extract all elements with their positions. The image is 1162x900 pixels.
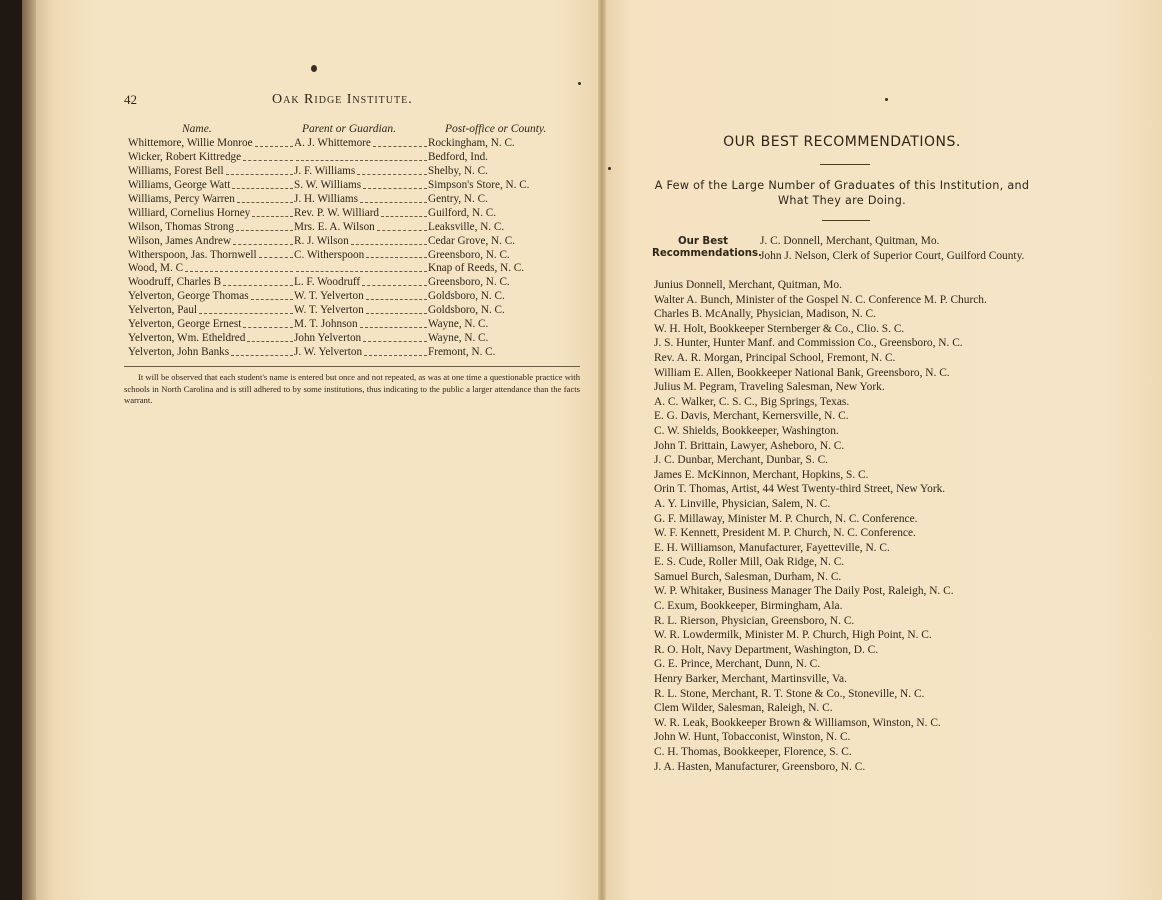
student-name-text: Wilson, James Andrew xyxy=(128,234,232,247)
post-office-text: Leaksville, N. C. xyxy=(428,220,505,233)
dotted-leader xyxy=(259,249,293,259)
post-office-cell xyxy=(428,137,573,151)
student-name-cell xyxy=(128,151,294,165)
dotted-leader xyxy=(296,151,427,161)
dotted-leader xyxy=(377,221,427,231)
recommendation-entry: E. S. Cude, Roller Mill, Oak Ridge, N. C. xyxy=(654,556,845,569)
column-header-post: Post-office or County. xyxy=(445,123,547,135)
recommendation-entry: W. R. Leak, Bookkeeper Brown & Williamson, Winston, N. C. xyxy=(654,716,941,729)
recommendation-entry: E. G. Davis, Merchant, Kernersville, N. C. xyxy=(654,410,849,423)
dotted-leader xyxy=(237,193,293,203)
dotted-leader xyxy=(363,179,427,189)
post-office-text: Wayne, N. C. xyxy=(428,318,489,331)
student-name-cell xyxy=(128,221,294,235)
recommendation-entry: C. Exum, Bookkeeper, Birmingham, Ala. xyxy=(654,600,843,613)
student-row xyxy=(128,276,573,290)
post-office-text: Gentry, N. C. xyxy=(428,192,488,205)
student-name-cell xyxy=(128,165,294,179)
student-row xyxy=(128,304,573,318)
student-name-text: Yelverton, Wm. Etheldred xyxy=(128,332,246,345)
side-heading: Our Best Recommendations. xyxy=(652,236,762,259)
parent-name-text: A. J. Whittemore xyxy=(294,137,371,149)
post-office-cell xyxy=(428,179,573,193)
parent-name-cell xyxy=(294,262,428,276)
student-row xyxy=(128,235,573,249)
parent-name-text: S. W. Williams xyxy=(294,178,362,191)
post-office-text: Simpson's Store, N. C. xyxy=(428,178,530,191)
dotted-leader xyxy=(226,165,293,175)
post-office-text: Bedford, Ind. xyxy=(428,150,488,163)
student-name-cell xyxy=(128,207,294,221)
dotted-leader xyxy=(243,151,293,161)
dotted-leader xyxy=(296,262,427,272)
student-row xyxy=(128,151,573,165)
side-entries xyxy=(760,234,1042,263)
post-office-cell xyxy=(428,262,573,276)
student-name-cell xyxy=(128,235,294,249)
post-office-cell xyxy=(428,165,573,179)
student-name-text: Yelverton, John Banks xyxy=(128,346,230,359)
parent-name-text: M. T. Johnson xyxy=(294,318,358,331)
column-header-name: Name. xyxy=(182,123,212,135)
recommendation-entry: Junius Donnell, Merchant, Quitman, Mo. xyxy=(654,279,842,291)
recommendation-entry: G. E. Prince, Merchant, Dunn, N. C. xyxy=(654,658,821,671)
ink-speck xyxy=(885,98,888,101)
parent-name-text: C. Witherspoon xyxy=(294,248,365,261)
recommendation-entry: A. Y. Linville, Physician, Salem, N. C. xyxy=(654,497,831,510)
parent-name-text: Mrs. E. A. Wilson xyxy=(294,220,375,233)
footnote-rule xyxy=(124,366,580,367)
student-row xyxy=(128,207,573,221)
recommendation-entry: William E. Allen, Bookkeeper National Bank, Greensboro, N. C. xyxy=(654,366,950,379)
side-entry: J. C. Donnell, Merchant, Quitman, Mo. xyxy=(760,235,940,247)
dotted-leader xyxy=(366,249,427,259)
dotted-leader xyxy=(364,346,427,356)
recommendation-entry: A. C. Walker, C. S. C., Big Springs, Texas. xyxy=(654,395,850,408)
student-name-cell xyxy=(128,304,294,318)
recommendation-entry: W. P. Whitaker, Business Manager The Daily Post, Raleigh, N. C. xyxy=(654,585,954,598)
post-office-text: Greensboro, N. C. xyxy=(428,248,510,261)
parent-name-text: W. T. Yelverton xyxy=(294,304,364,317)
dotted-leader xyxy=(251,290,293,300)
student-name-text: Wood, M. C xyxy=(128,262,184,275)
recommendation-entry: C. W. Shields, Bookkeeper, Washington. xyxy=(654,424,839,437)
student-row xyxy=(128,165,573,179)
post-office-text: Guilford, N. C. xyxy=(428,206,497,219)
student-name-cell xyxy=(128,179,294,193)
parent-name-cell xyxy=(294,193,428,207)
side-entry: John J. Nelson, Clerk of Superior Court, Guilford County. xyxy=(760,249,1025,262)
post-office-cell xyxy=(428,193,573,207)
parent-name-text: R. J. Wilson xyxy=(294,234,349,247)
student-row xyxy=(128,346,573,360)
recommendation-entry: J. S. Hunter, Hunter Manf. and Commission Co., Greensboro, N. C. xyxy=(654,337,963,350)
parent-name-cell xyxy=(294,207,428,221)
student-row xyxy=(128,318,573,332)
post-office-text: Rockingham, N. C. xyxy=(428,137,515,149)
parent-name-cell xyxy=(294,249,428,263)
recommendation-entry: Julius M. Pegram, Traveling Salesman, New York. xyxy=(654,381,885,394)
dotted-leader xyxy=(232,179,293,189)
parent-name-cell xyxy=(294,332,428,346)
dotted-leader xyxy=(243,318,293,328)
student-name-cell xyxy=(128,318,294,332)
student-name-text: Yelverton, Paul xyxy=(128,304,198,317)
ink-speck xyxy=(311,65,317,72)
dotted-leader xyxy=(363,332,427,342)
parent-name-text: J. H. Williams xyxy=(294,192,358,205)
student-table-header xyxy=(124,123,574,137)
dotted-leader xyxy=(199,304,293,314)
dotted-leader xyxy=(252,207,293,217)
recommendation-entry: E. H. Williamson, Manufacturer, Fayetteville, N. C. xyxy=(654,541,890,554)
parent-name-text: J. F. Williams xyxy=(294,164,356,177)
student-name-cell xyxy=(128,332,294,346)
post-office-cell xyxy=(428,151,573,165)
student-name-text: Witherspoon, Jas. Thornwell xyxy=(128,248,257,261)
post-office-cell xyxy=(428,346,573,360)
student-row xyxy=(128,193,573,207)
section-title: OUR BEST RECOMMENDATIONS. xyxy=(723,134,961,150)
recommendation-entry: Samuel Burch, Salesman, Durham, N. C. xyxy=(654,570,842,583)
recommendation-entry: R. L. Rierson, Physician, Greensboro, N. C. xyxy=(654,614,855,627)
student-name-cell xyxy=(128,262,294,276)
student-row xyxy=(128,137,573,151)
student-name-text: Yelverton, George Thomas xyxy=(128,290,249,303)
dotted-leader xyxy=(223,276,293,286)
dotted-leader xyxy=(233,235,293,245)
recommendation-entry: John T. Brittain, Lawyer, Asheboro, N. C. xyxy=(654,439,845,452)
student-name-cell xyxy=(128,249,294,263)
post-office-cell xyxy=(428,235,573,249)
student-row xyxy=(128,262,573,276)
running-title: Oak Ridge Institute. xyxy=(272,92,413,107)
post-office-text: Shelby, N. C. xyxy=(428,164,488,177)
parent-name-cell xyxy=(294,137,428,151)
column-header-parent: Parent or Guardian. xyxy=(302,123,397,135)
recommendation-entry: Henry Barker, Merchant, Martinsville, Va. xyxy=(654,673,847,686)
recommendation-entry: Charles B. McAnally, Physician, Madison, N. C. xyxy=(654,308,876,321)
footnote: It will be observed that each student's name is entered but once and not repeated, as was at one time a questionable practice with schools in North Carolina and is still adhered to by some institutions, thus indicating to the public a larger attendance than the facts warrant. xyxy=(124,372,580,405)
section-subtitle: A Few of the Large Number of Graduates of this Institution, and What They are Doing. xyxy=(654,179,1030,207)
post-office-text: Fremont, N. C. xyxy=(428,346,496,359)
dotted-leader xyxy=(362,276,427,286)
recommendation-entry: Walter A. Bunch, Minister of the Gospel N. C. Conference M. P. Church. xyxy=(654,293,987,306)
parent-name-cell xyxy=(294,179,428,193)
parent-name-cell xyxy=(294,318,428,332)
recommendation-entry: W. R. Lowdermilk, Minister M. P. Church, High Point, N. C. xyxy=(654,629,932,642)
student-name-cell xyxy=(128,290,294,304)
parent-name-cell xyxy=(294,235,428,249)
student-row xyxy=(128,290,573,304)
post-office-text: Goldsboro, N. C. xyxy=(428,290,505,303)
recommendation-entry: R. O. Holt, Navy Department, Washington, D. C. xyxy=(654,643,879,656)
post-office-cell xyxy=(428,332,573,346)
recommendation-entry: Rev. A. R. Morgan, Principal School, Fremont, N. C. xyxy=(654,351,896,364)
parent-name-cell xyxy=(294,151,428,165)
dotted-leader xyxy=(255,137,293,147)
post-office-text: Goldsboro, N. C. xyxy=(428,304,505,317)
post-office-text: Knap of Reeds, N. C. xyxy=(428,262,525,275)
parent-name-text: W. T. Yelverton xyxy=(294,290,364,303)
dotted-leader xyxy=(185,262,293,272)
parent-name-text: John Yelverton xyxy=(294,332,362,345)
recommendation-entry: W. F. Kennett, President M. P. Church, N. C. Conference. xyxy=(654,527,916,540)
recommendation-entry: James E. McKinnon, Merchant, Hopkins, S. C. xyxy=(654,468,869,481)
student-name-cell xyxy=(128,276,294,290)
dotted-leader xyxy=(381,207,427,217)
student-name-text: Woodruff, Charles B xyxy=(128,276,222,289)
student-name-text: Williard, Cornelius Horney xyxy=(128,206,251,219)
student-name-text: Whittemore, Willie Monroe xyxy=(128,137,253,149)
recommendation-entry: R. L. Stone, Merchant, R. T. Stone & Co., Stoneville, N. C. xyxy=(654,687,925,700)
student-name-cell xyxy=(128,346,294,360)
post-office-cell xyxy=(428,304,573,318)
post-office-cell xyxy=(428,318,573,332)
post-office-text: Cedar Grove, N. C. xyxy=(428,234,515,247)
dotted-leader xyxy=(360,318,427,328)
student-name-text: Wilson, Thomas Strong xyxy=(128,220,234,233)
student-name-text: Williams, Percy Warren xyxy=(128,192,235,205)
dotted-leader xyxy=(247,332,293,342)
student-row xyxy=(128,221,573,235)
ink-speck xyxy=(608,167,611,170)
dotted-leader xyxy=(360,193,427,203)
parent-name-text: L. F. Woodruff xyxy=(294,276,361,289)
dotted-leader xyxy=(373,137,427,147)
recommendation-entry: G. F. Millaway, Minister M. P. Church, N. C. Conference. xyxy=(654,512,918,525)
dotted-leader xyxy=(357,165,427,175)
post-office-cell xyxy=(428,276,573,290)
recommendation-entry: Orin T. Thomas, Artist, 44 West Twenty-third Street, New York. xyxy=(654,483,946,496)
student-name-cell xyxy=(128,193,294,207)
student-name-text: Wicker, Robert Kittredge xyxy=(128,150,242,163)
dotted-leader xyxy=(231,346,293,356)
recommendation-entry: W. H. Holt, Bookkeeper Sternberger & Co., Clio. S. C. xyxy=(654,322,905,335)
post-office-text: Greensboro, N. C. xyxy=(428,276,510,289)
book-gutter xyxy=(598,0,606,900)
recommendation-entry: John W. Hunt, Tobacconist, Winston, N. C. xyxy=(654,731,851,744)
student-name-text: Williams, Forest Bell xyxy=(128,164,224,177)
student-row xyxy=(128,249,573,263)
parent-name-cell xyxy=(294,276,428,290)
post-office-cell xyxy=(428,207,573,221)
student-row xyxy=(128,332,573,346)
student-table xyxy=(128,137,573,360)
dotted-leader xyxy=(366,290,427,300)
student-row xyxy=(128,179,573,193)
recommendation-list xyxy=(654,278,1054,774)
dotted-leader xyxy=(236,221,293,231)
page-number: 42 xyxy=(124,92,137,107)
subtitle-rule xyxy=(822,220,870,221)
student-name-cell xyxy=(128,137,294,151)
post-office-cell xyxy=(428,249,573,263)
parent-name-cell xyxy=(294,346,428,360)
parent-name-cell xyxy=(294,290,428,304)
parent-name-cell xyxy=(294,221,428,235)
recommendation-entry: J. C. Dunbar, Merchant, Dunbar, S. C. xyxy=(654,454,829,467)
parent-name-text: Rev. P. W. Williard xyxy=(294,206,380,219)
student-name-text: Williams, George Watt xyxy=(128,178,231,191)
parent-name-text: J. W. Yelverton xyxy=(294,346,363,359)
recommendation-entry: C. H. Thomas, Bookkeeper, Florence, S. C. xyxy=(654,746,852,758)
post-office-text: Wayne, N. C. xyxy=(428,332,489,345)
recommendation-entry: J. A. Hasten, Manufacturer, Greensboro, N. C. xyxy=(654,760,866,773)
post-office-cell xyxy=(428,290,573,304)
student-name-text: Yelverton, George Ernest xyxy=(128,318,242,331)
recommendation-entry: Clem Wilder, Salesman, Raleigh, N. C. xyxy=(654,702,833,715)
parent-name-cell xyxy=(294,165,428,179)
parent-name-cell xyxy=(294,304,428,318)
post-office-cell xyxy=(428,221,573,235)
title-rule xyxy=(820,164,870,165)
ink-speck xyxy=(578,82,581,85)
dotted-leader xyxy=(351,235,427,245)
dotted-leader xyxy=(366,304,427,314)
